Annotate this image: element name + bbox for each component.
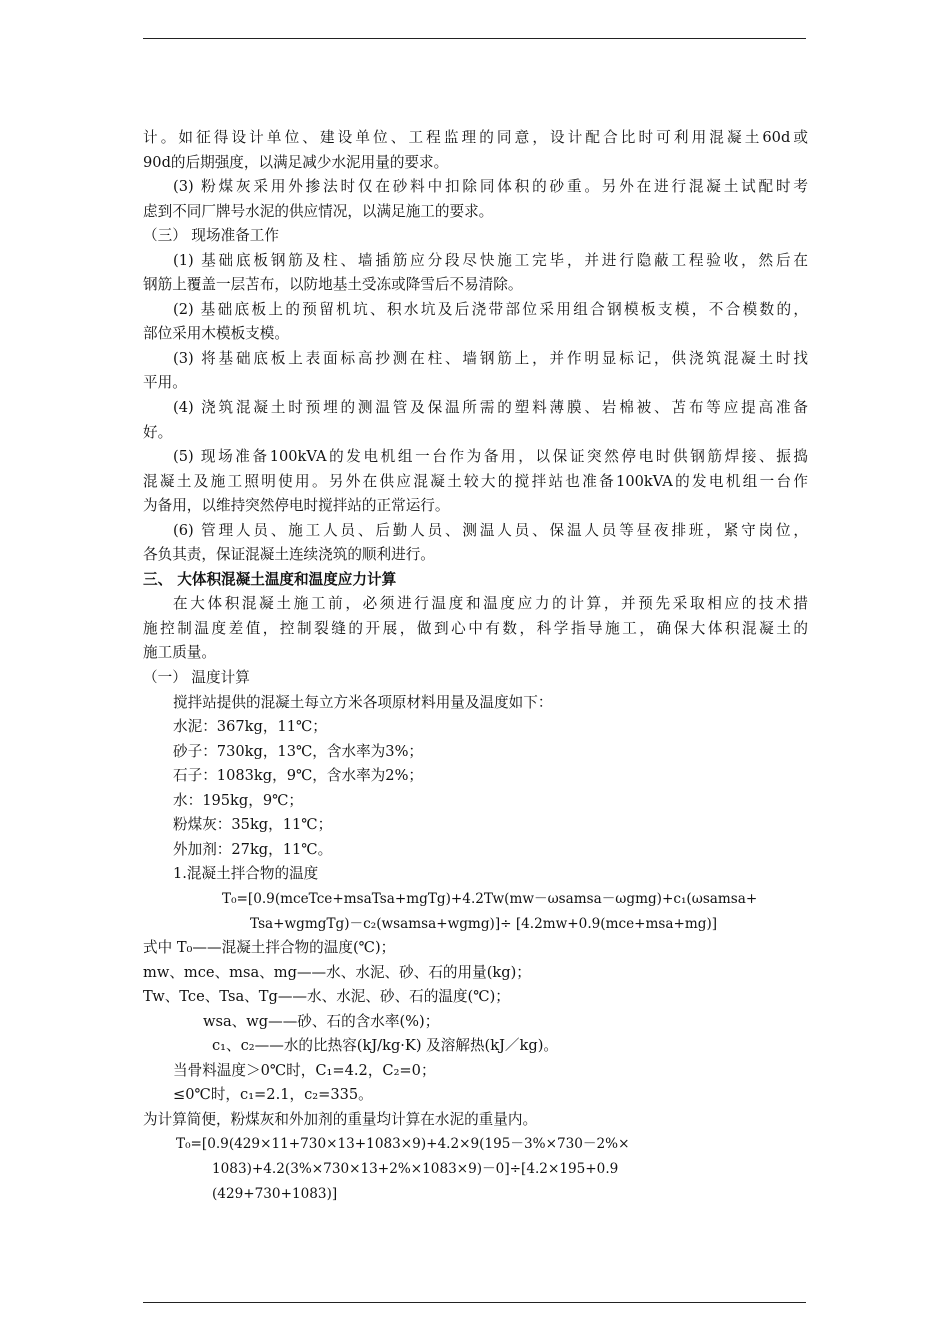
formula-line: T₀=[0.9(mceTce+msaTsa+mgTg)+4.2Tw(mw－ωsamsa－ωgmg)+c₁(ωsamsa+ [222,890,758,907]
definition-line: c₁、c₂——水的比热容(kJ/kg·K) 及溶解热(kJ／kg)。 [212,1037,558,1055]
text-line: ≤0℃时，c₁=2.1，c₂=335。 [173,1086,373,1104]
text-line: (5) 现场准备100kVA的发电机组一台作为备用，以保证突然停电时供钢筋焊接、振捣 [173,448,808,466]
text-line: 当骨料温度＞0℃时，C₁=4.2，C₂=0； [173,1061,436,1079]
formula-line: (429+730+1083)] [212,1185,338,1202]
text-line: 为备用，以维持突然停电时搅拌站的正常运行。 [143,497,450,515]
text-line: 部位采用木模板支模。 [143,325,289,343]
material-line: 水泥：367kg，11℃； [173,718,327,736]
material-line: 砂子：730kg，13℃，含水率为3%； [173,742,424,760]
footer-rule [143,1302,806,1303]
formula-line: T₀=[0.9(429×11+730×13+1083×9)+4.2×9(195－3%×730－2%× [176,1136,630,1153]
text-line: 计。如征得设计单位、建设单位、工程监理的同意，设计配合比时可利用混凝土60d或 [143,129,808,146]
text-line: 90d的后期强度，以满足减少水泥用量的要求。 [143,153,449,171]
text-line: (2) 基础底板上的预留机坑、积水坑及后浇带部位采用组合钢模板支模，不合模数的， [173,300,808,318]
material-line: 粉煤灰：35kg，11℃； [173,816,333,834]
material-line: 水：195kg，9℃； [173,791,304,809]
subsection-heading: 1.混凝土拌合物的温度 [173,865,319,883]
text-line: 施控制温度差值，控制裂缝的开展，做到心中有数，科学指导施工，确保大体积混凝土的 [143,619,808,637]
definition-line: 式中 T₀——混凝土拌合物的温度(℃)； [143,939,396,957]
text-line: (1) 基础底板钢筋及柱、墙插筋应分段尽快施工完毕，并进行隐蔽工程验收，然后在 [173,251,808,269]
definition-line: wsa、wg——砂、石的含水率(%)； [203,1012,440,1030]
definition-line: mw、mce、msa、mg——水、水泥、砂、石的用量(kg)； [143,963,531,981]
text-line: 钢筋上覆盖一层苫布，以防地基土受冻或降雪后不易清除。 [143,276,523,294]
text-line: (3) 粉煤灰采用外掺法时仅在砂料中扣除同体积的砂重。另外在进行混凝土试配时考 [173,178,808,196]
text-line: 各负其责，保证混凝土连续浇筑的顺利进行。 [143,546,435,564]
definition-line: Tw、Tce、Tsa、Tg——水、水泥、砂、石的温度(℃)； [143,988,510,1006]
text-line: (3) 将基础底板上表面标高抄测在柱、墙钢筋上，并作明显标记，供浇筑混凝土时找 [173,349,808,367]
chapter-heading: 三、 大体积混凝土温度和温度应力计算 [143,570,397,588]
text-line: 平用。 [143,374,187,392]
page-body [143,126,808,1206]
section-heading: （一） 温度计算 [143,669,250,687]
text-line: (6) 管理人员、施工人员、后勤人员、测温人员、保温人员等昼夜排班，紧守岗位， [173,521,808,539]
text-line: 施工质量。 [143,644,216,662]
text-line: 搅拌站提供的混凝土每立方米各项原材料用量及温度如下： [173,693,553,711]
text-line: 好。 [143,423,173,441]
material-line: 石子：1083kg，9℃，含水率为2%； [173,767,424,785]
text-line: 为计算简便，粉煤灰和外加剂的重量均计算在水泥的重量内。 [143,1110,538,1128]
section-heading: （三） 现场准备工作 [143,227,279,245]
text-line: 虑到不同厂牌号水泥的供应情况，以满足施工的要求。 [143,202,494,220]
formula-line: 1083)+4.2(3%×730×13+2%×1083×9)－0]÷[4.2×195+0.9 [212,1160,619,1177]
text-line: 混凝土及施工照明使用。另外在供应混凝土较大的搅拌站也准备100kVA的发电机组一台作 [143,472,808,490]
material-line: 外加剂：27kg，11℃。 [173,840,333,858]
header-rule [143,38,806,39]
formula-line: Tsa+wgmgTg)－c₂(wsamsa+wgmg)]÷ [4.2mw+0.9(mce+msa+mg)] [250,915,718,932]
text-line: (4) 浇筑混凝土时预埋的测温管及保温所需的塑料薄膜、岩棉被、苫布等应提高准备 [173,399,808,417]
text-line: 在大体积混凝土施工前，必须进行温度和温度应力的计算，并预先采取相应的技术措 [173,595,808,613]
